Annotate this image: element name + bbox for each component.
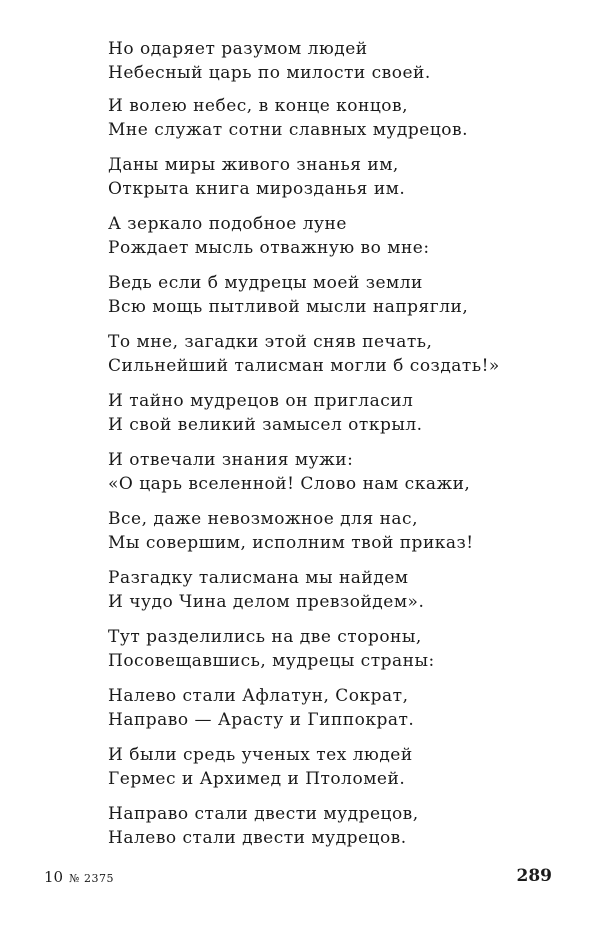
verse-line: Тут разделились на две стороны, — [108, 627, 422, 647]
verse-line: Налево стали двести мудрецов. — [108, 827, 407, 848]
stanza — [108, 272, 568, 331]
verse-line: Разгадку талисмана мы найдем — [108, 568, 409, 588]
verse-line: Открыта книга мирозданья им. — [108, 178, 406, 199]
verse-line: Налево стали Афлатун, Сократ, — [108, 686, 409, 706]
verse-line: «О царь вселенной! Слово нам скажи, — [108, 473, 471, 494]
verse-line: А зеркало подобное луне — [108, 214, 347, 234]
verse-line: И отвечали знания мужи: — [108, 450, 354, 470]
stanza — [108, 449, 568, 508]
stanza — [108, 744, 568, 803]
verse-line: Небесный царь по милости своей. — [108, 62, 431, 83]
verse-line: Направо стали двести мудрецов, — [108, 804, 419, 824]
printer-signature — [44, 866, 114, 890]
verse-line: Рождает мысль отважную во мне: — [108, 237, 430, 258]
verse-line: Мы совершим, исполним твой приказ! — [108, 532, 474, 553]
stanza — [108, 626, 568, 685]
verse-line: Все, даже невозможное для нас, — [108, 509, 418, 529]
verse-line: И волею небес, в конце концов, — [108, 96, 409, 116]
stanza — [108, 154, 568, 213]
verse-line: То мне, загадки этой сняв печать, — [108, 332, 433, 352]
stanza — [108, 38, 568, 95]
verse-line: Мне служат сотни славных мудрецов. — [108, 119, 468, 140]
stanza — [108, 95, 568, 154]
stanza — [108, 685, 568, 744]
verse-line: Всю мощь пытливой мысли напрягли, — [108, 296, 469, 317]
signature-code: № 2375 — [69, 872, 114, 885]
verse-line: И свой великий замысел открыл. — [108, 414, 423, 435]
poem-text — [108, 38, 568, 862]
verse-line: Даны миры живого знанья им, — [108, 155, 399, 175]
stanza — [108, 803, 568, 862]
signature-number: 10 — [44, 868, 64, 886]
verse-line: Направо — Арасту и Гиппократ. — [108, 709, 415, 730]
verse-line: Сильнейший талисман могли б создать!» — [108, 355, 500, 376]
verse-line: Посовещавшись, мудрецы страны: — [108, 650, 435, 671]
page-footer — [0, 866, 600, 890]
verse-line: И были средь ученых тех людей — [108, 745, 413, 765]
verse-line: И чудо Чина делом превзойдем». — [108, 591, 425, 612]
stanza — [108, 331, 568, 390]
stanza — [108, 390, 568, 449]
stanza — [108, 508, 568, 567]
verse-line: Гермес и Архимед и Птоломей. — [108, 768, 406, 789]
stanza — [108, 567, 568, 626]
stanza — [108, 213, 568, 272]
verse-line: Но одаряет разумом людей — [108, 39, 368, 59]
verse-line: И тайно мудрецов он пригласил — [108, 391, 414, 411]
page-number: 289 — [516, 866, 552, 886]
verse-line: Ведь если б мудрецы моей земли — [108, 273, 423, 293]
